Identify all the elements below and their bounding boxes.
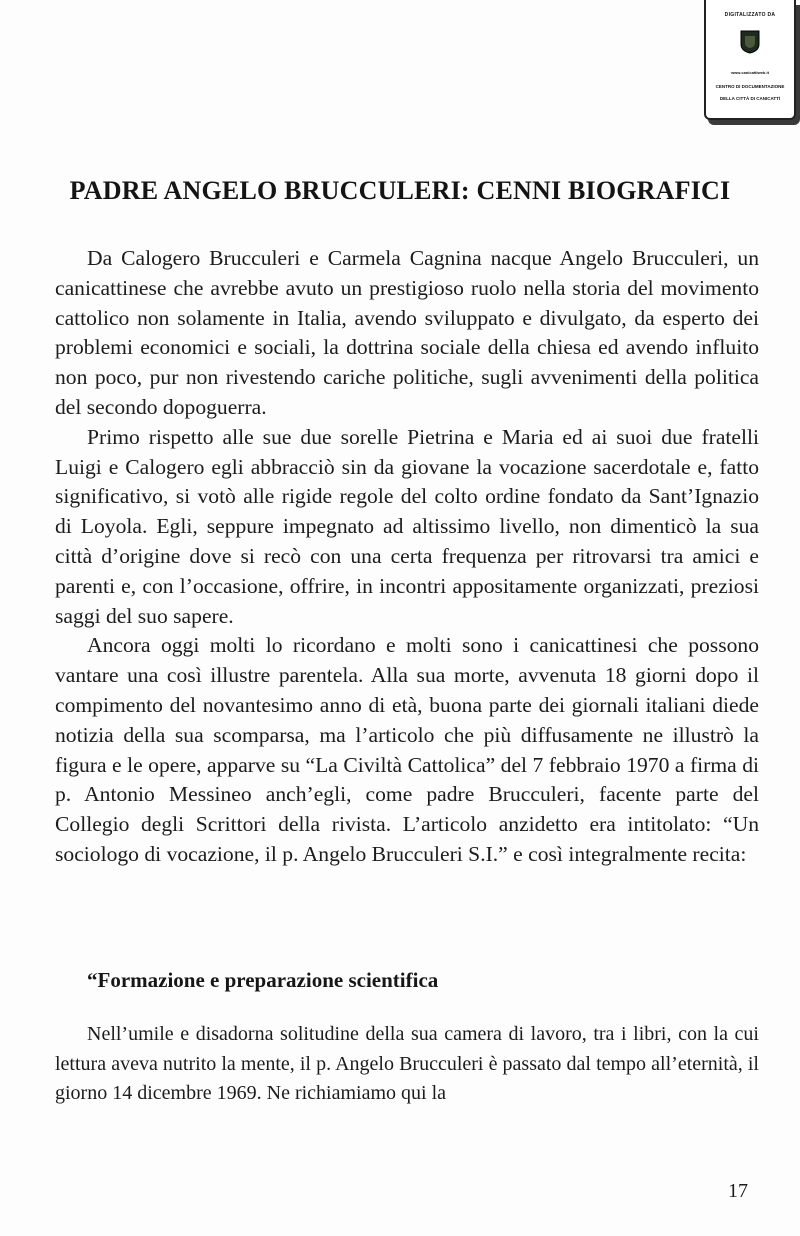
paragraph: Da Calogero Brucculeri e Carmela Cagnina nacque Angelo Brucculeri, un canicattinese che avrebbe avuto un prestigioso ruolo nella storia del movimento cattolico non solamente in Italia, avendo sviluppato e divulgato, da esperto dei problemi economici e sociali, la dottrina sociale della chiesa ed avendo influito non poco, pur non rivestendo cariche politiche, sugli avvenimenti della politica del secondo dopoguerra. [55, 246, 759, 419]
stamp-line-2: DELLA CITTÀ DI CANICATTÌ [719, 96, 781, 101]
digitization-stamp [700, 0, 798, 128]
page-title: PADRE ANGELO BRUCCULERI: CENNI BIOGRAFICI [69, 176, 731, 205]
paragraph: Ancora oggi molti lo ricordano e molti sono i canicattinesi che possono vantare una così illustre parentela. Alla sua morte, avvenuta 18 giorni dopo il compimento del novantesimo anno di età, buona parte dei giornali italiani diede notizia della sua scomparsa, ma l’articolo che più diffusamente ne illustrò la figura e le opere, apparve su “La Civiltà Cattolica” del 7 febbraio 1970 a firma di p. Antonio Messineo anch’egli, come padre Brucculeri, facente parte del Collegio degli Scrittori della rivista. L’articolo anzidetto era intitolato: “Un sociologo di vocazione, il p. Angelo Brucculeri S.I.” e così integralmente recita: [55, 633, 759, 866]
stamp-header: DIGITALIZZATO DA [724, 12, 776, 18]
stamp-url: www.canicattiweb.it [731, 70, 769, 75]
stamp-line-1: CENTRO DI DOCUMENTAZIONE [715, 84, 785, 89]
quote-text [55, 1020, 759, 1109]
city-crest-icon [740, 30, 760, 54]
main-text [55, 244, 759, 870]
page-number: 17 [728, 1180, 748, 1202]
paragraph: Primo rispetto alle sue due sorelle Pietrina e Maria ed ai suoi due fratelli Luigi e Calogero egli abbracciò sin da giovane la vocazione sacerdotale e, fatto significativo, si votò alle rigide regole del colto ordine fondato da Sant’Ignazio di Loyola. Egli, seppure impegnato ad altissimo livello, non dimenticò la sua città d’origine dove si recò con una certa frequenza per ritrovarsi tra amici e parenti e, con l’occasione, offrire, in incontri appositamente organizzati, preziosi saggi del suo sapere. [55, 424, 759, 628]
stamp-frame [704, 0, 796, 120]
section-heading: “Formazione e preparazione scientifica [87, 968, 439, 992]
paragraph: Nell’umile e disadorna solitudine della sua camera di lavoro, tra i libri, con la cui lettura aveva nutrito la mente, il p. Angelo Brucculeri è passato dal tempo all’eternità, il giorno 14 dicembre 1969. Ne richiamiamo qui la [55, 1023, 759, 1104]
